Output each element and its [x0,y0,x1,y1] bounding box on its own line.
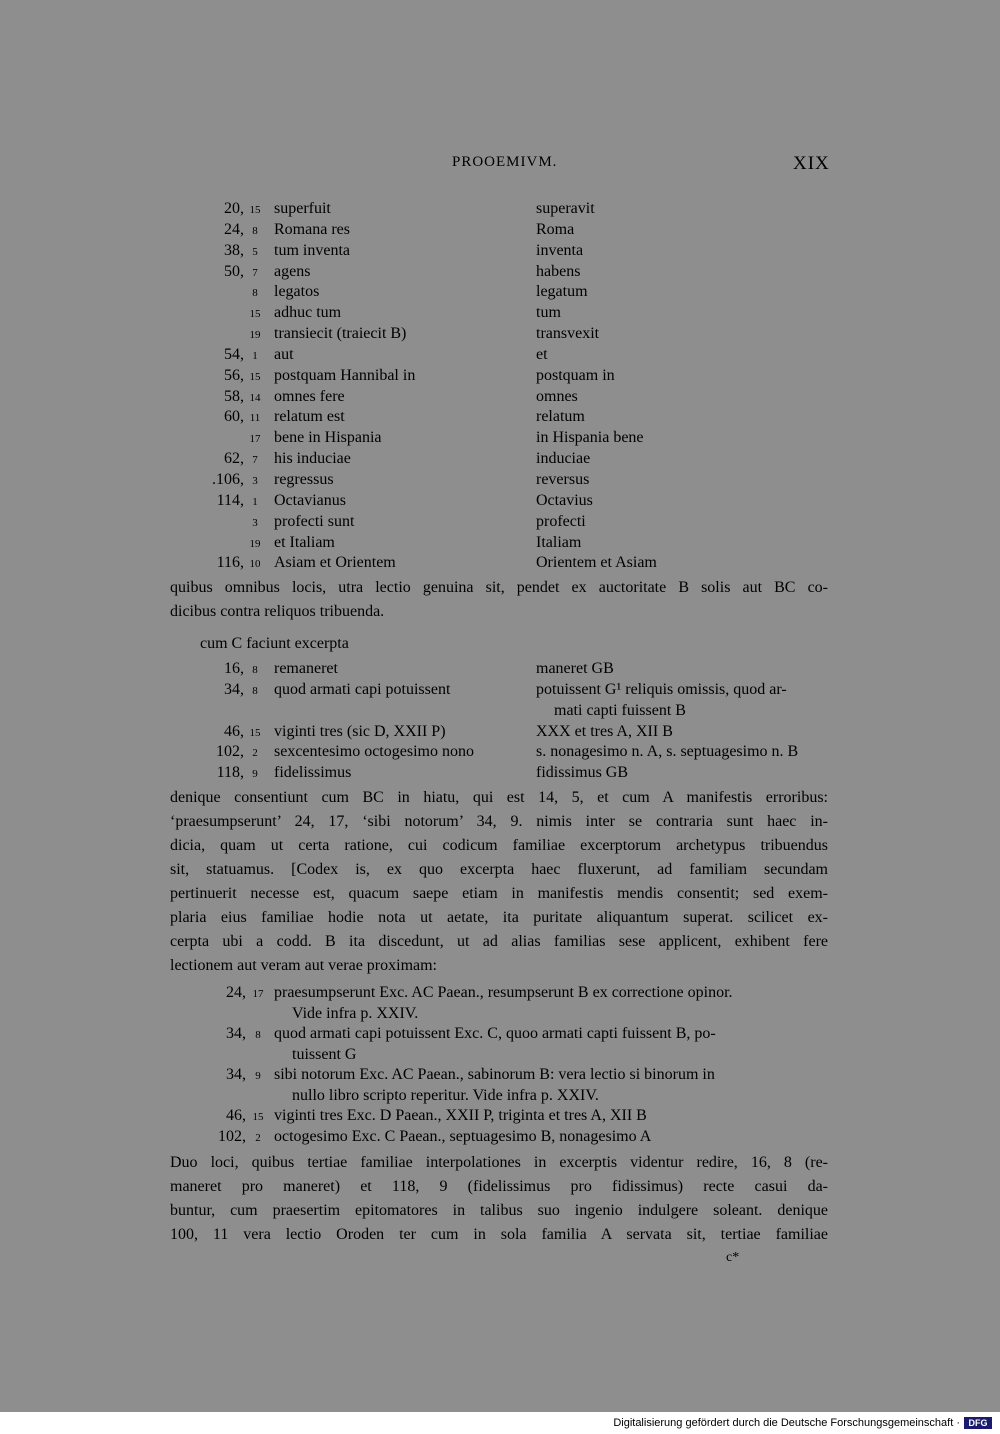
paragraph-3 [170,1151,828,1247]
page-ref: 16, [224,660,244,677]
line-ref: 17 [252,988,264,1000]
line-ref: 8 [252,224,258,237]
line-reference [170,1024,264,1046]
reading-a: profecti sunt [274,512,355,530]
reading-b: postquam in [536,366,615,384]
page-ref: 34, [224,680,244,698]
page-ref: 118, [216,764,244,782]
line-ref: 8 [252,684,258,697]
line-reference [182,742,262,764]
table-row [170,742,830,763]
reading-a: bene in Hispania [274,429,382,447]
reading-a: agens [274,262,311,280]
table-row [170,553,830,574]
reading-b: in Hispania bene [536,429,644,447]
footer-bar [0,1412,1000,1434]
reading-item [170,1127,830,1148]
page-number: XIX [793,153,830,174]
variant-table-2 [170,659,830,784]
line-reference [182,303,262,325]
text-line: ‘praesumpserunt’ 24, 17, ‘sibi notorum’ 34, 9. nimis inter se contraria sunt haec in- [170,813,828,830]
table-row [170,345,830,366]
table-row [170,763,830,784]
page-ref: .106, [212,470,244,488]
excerpta-line: cum C faciunt excerpta [200,635,349,652]
line-reference [170,983,264,1005]
line-reference [182,324,262,346]
line-reference [182,387,262,409]
line-ref: 15 [249,726,261,739]
text-line: denique consentiunt cum BC in hiatu, qui est 14, 5, et cum A manifestis erroribus: [170,789,828,806]
page-ref: 102, [216,743,244,761]
reading-a: adhuc tum [274,304,342,322]
reading-b: maneret GB [536,660,614,677]
table-row [170,387,830,408]
line-reference [182,533,262,555]
reading-b: relatum [536,408,585,426]
line-reference [182,470,262,492]
reading-b: inventa [536,241,584,259]
page-ref: 24, [226,984,246,1001]
text-line: quibus omnibus locis, utra lectio genuina sit, pendet ex auctoritate B solis aut BC co- [170,579,828,596]
reading-b: Octavius [536,491,593,509]
readings-list [170,983,830,1147]
table-row [170,659,830,680]
reading-b: XXX et tres A, XII B [536,722,673,740]
line-ref: 19 [249,329,261,342]
reading-b: transvexit [536,325,600,343]
reading-a: regressus [274,470,334,488]
line-reference [182,449,262,471]
running-head: PROOEMIVM. [452,154,558,170]
table-row [170,470,830,491]
reading-a: viginti tres (sic D, XXII P) [274,722,446,740]
reading-a: tum inventa [274,241,350,259]
line-ref: 8 [252,664,258,676]
paragraph-2 [170,786,828,978]
reading-b: habens [536,262,581,280]
reading-line: nullo libro scripto reperitur. Vide infra p. XXIV. [292,1086,599,1104]
reading-a: legatos [274,283,320,301]
table-row [170,282,830,303]
table-row [170,262,830,283]
reading-b: reversus [536,470,590,488]
variant-table-1 [170,199,830,574]
table-row [170,680,830,722]
text-line: cerpta ubi a codd. B ita discedunt, ut ad alias familias sese applicent, exhibent fere [170,933,828,950]
line-reference [182,282,262,304]
line-reference [182,241,262,263]
line-reference [170,1127,264,1149]
reading-b: omnes [536,387,578,405]
table-row [170,533,830,554]
table-row [170,241,830,262]
line-reference [182,220,262,242]
text-line: dicia, quam ut certa ratione, cui codicum familiae excerptorum archetypus tribuendus [170,837,828,854]
page-ref: 34, [226,1066,246,1083]
reading-a: quod armati capi potuissent [274,680,451,698]
text-line: plaria eius familiae hodie nota ut aetate, ita puritate aliquantum superat. scilicet ex- [170,909,828,926]
line-ref: 8 [252,287,258,300]
line-reference [182,262,262,284]
reading-text [274,1024,830,1065]
line-ref: 8 [255,1029,261,1041]
page-ref: 60, [224,408,244,426]
reading-a: relatum est [274,408,345,426]
text-line: 100, 11 vera lectio Oroden ter cum in sola familia A servata sit, tertiae familiae [170,1226,828,1243]
line-ref: 7 [252,266,258,279]
table-row [170,366,830,387]
line-ref: 7 [252,454,258,467]
table-row [170,199,830,220]
line-reference [182,345,262,367]
page-ref: 20, [224,200,244,217]
page-ref: 34, [226,1025,246,1042]
reading-text [274,983,830,1024]
line-ref: 3 [252,516,258,529]
reading-b: induciae [536,450,591,468]
reading-line: octogesimo Exc. C Paean., septuagesimo B, nonagesimo A [274,1127,652,1145]
table-row [170,324,830,345]
line-reference [182,428,262,450]
table-row [170,722,830,743]
funding-notice: Digitalisierung gefördert durch die Deutsche Forschungsgemeinschaft · [613,1417,960,1429]
reading-line: viginti tres Exc. D Paean., XXII P, triginta et tres A, XII B [274,1107,647,1124]
page-ref: 50, [224,262,244,280]
reading-item [170,1065,830,1106]
line-reference [170,1106,264,1128]
text-line: buntur, cum praesertim epitomatores in talibus suo ingenio indulgere soleant. denique [170,1202,828,1219]
reading-a: aut [274,345,294,363]
reading-a: remaneret [274,660,338,677]
reading-a: postquam Hannibal in [274,366,416,384]
reading-a: omnes fere [274,387,345,405]
reading-a: Octavianus [274,491,346,509]
page-ref: 116, [216,554,244,572]
line-ref: 19 [249,537,261,550]
table-row [170,220,830,241]
table-row [170,407,830,428]
line-reference [182,491,262,513]
reading-line: quod armati capi potuissent Exc. C, quoo armati capti fuissent B, po- [274,1025,716,1042]
line-reference [170,1065,264,1087]
reading-b: legatum [536,283,588,301]
page-ref: 38, [224,241,244,259]
line-ref: 9 [255,1070,261,1082]
reading-a: fidelissimus [274,764,352,782]
reading-b-line: mati capti fuissent B [554,701,686,719]
reading-a: Asiam et Orientem [274,554,396,572]
reading-item [170,1106,830,1127]
reading-b [536,680,849,722]
reading-b: Italiam [536,533,582,551]
line-ref: 2 [252,747,258,760]
page-ref: 114, [216,491,244,509]
reading-b: Roma [536,220,575,238]
reading-a: his induciae [274,450,351,468]
line-ref: 10 [249,558,261,571]
reading-a: superfuit [274,200,331,217]
line-ref: 9 [252,768,258,781]
line-ref: 15 [252,1111,264,1123]
line-ref: 14 [249,391,261,404]
page-ref: 24, [224,220,244,238]
reading-b: Orientem et Asiam [536,554,657,572]
reading-b: tum [536,304,561,322]
page-ref: 102, [218,1127,246,1145]
reading-b: superavit [536,200,595,217]
line-ref: 11 [249,412,261,425]
page-ref: 56, [224,366,244,384]
paragraph-1 [170,576,828,624]
page-ref: 46, [224,722,244,740]
reading-line: praesumpserunt Exc. AC Paean., resumpserunt B ex correctione opinor. [274,984,733,1001]
reading-a: Romana res [274,220,350,238]
reading-b: profecti [536,512,586,530]
reading-b: fidissimus GB [536,764,629,782]
text-line: maneret pro maneret) et 118, 9 (fidelissimus pro fidissimus) recte casui da- [170,1178,828,1195]
reading-line: tuissent G [292,1045,357,1063]
line-ref: 15 [249,308,261,321]
line-reference [182,199,262,221]
table-row [170,428,830,449]
line-reference [182,407,262,429]
table-row [170,491,830,512]
line-reference [182,722,262,744]
reading-item [170,983,830,1024]
reading-line: sibi notorum Exc. AC Paean., sabinorum B: vera lectio si binorum in [274,1066,715,1083]
text-line: pertinuerit necesse est, quacum saepe etiam in manifestis mendis consentit; sed exem- [170,885,828,902]
line-ref: 1 [252,349,258,362]
line-reference [182,553,262,575]
line-reference [182,659,262,681]
line-ref: 5 [252,245,258,258]
text-line: sit, statuamus. [Codex is, ex quo excerpta haec fluxerunt, ad familiam secundam [170,861,828,878]
line-ref: 3 [252,474,258,487]
reading-a: transiecit (traiecit B) [274,325,407,343]
line-reference [182,366,262,388]
signature-mark: c* [726,1250,740,1265]
reading-a: et Italiam [274,533,335,551]
line-ref: 15 [249,370,261,383]
page-ref: 62, [224,450,244,468]
line-ref: 17 [249,433,261,446]
table-row [170,449,830,470]
line-ref: 15 [249,204,261,216]
text-line: dicibus contra reliquos tribuenda. [170,603,385,620]
reading-b-line: potuissent G¹ reliquis omissis, quod ar- [536,680,787,698]
text-line: lectionem aut veram aut verae proximam: [170,957,437,974]
line-reference [182,680,262,702]
reading-item [170,1024,830,1065]
reading-line: Vide infra p. XXIV. [292,1004,419,1022]
reading-text [274,1106,830,1127]
page-ref: 58, [224,387,244,405]
reading-a: sexcentesimo octogesimo nono [274,743,474,761]
text-line: Duo loci, quibus tertiae familiae interpolationes in excerptis videntur redire, 16, 8 (re- [170,1154,828,1171]
line-ref: 1 [252,495,258,508]
dfg-logo: DFG [964,1417,992,1429]
reading-b: et [536,345,548,363]
page-ref: 46, [226,1107,246,1124]
line-reference [182,512,262,534]
reading-text [274,1065,830,1106]
page-ref: 54, [224,345,244,363]
reading-text [274,1127,830,1148]
reading-b: s. nonagesimo n. A, s. septuagesimo n. B [536,743,799,761]
line-ref: 2 [255,1131,261,1144]
line-reference [182,763,262,785]
table-row [170,512,830,533]
table-row [170,303,830,324]
